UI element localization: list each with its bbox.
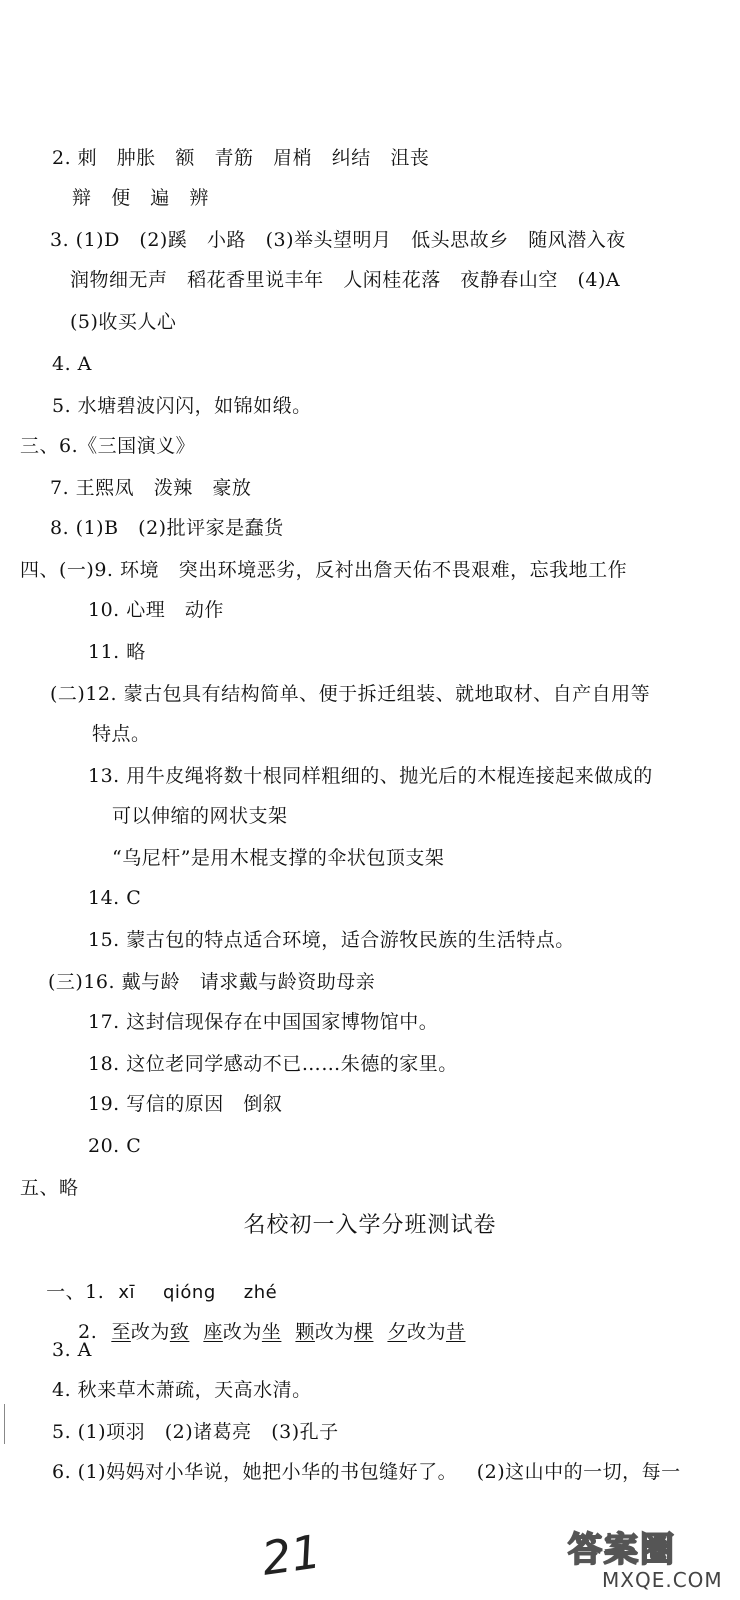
correction-word: 改为 [406,1321,446,1343]
pinyin-item: qióng [162,1282,216,1303]
answer-line: 8. (1)B (2)批评家是蠢货 [50,517,284,539]
section-title: 名校初一入学分班测试卷 [243,1213,497,1238]
answer-line: 四、(一)9. 环境 突出环境恶劣，反衬出詹天佑不畏艰难，忘我地工作 [20,559,628,581]
wrong-char: 至 [111,1321,131,1343]
answer-line: 7. 王熙凤 泼辣 豪放 [50,477,252,499]
question-prefix: 一、1. [46,1281,105,1303]
answer-line: 2. 刺 肿胀 额 青筋 眉梢 纠结 沮丧 [52,147,430,169]
answer-line: 5. 水塘碧波闪闪，如锦如缎。 [52,395,312,417]
answer-line: 17. 这封信现保存在中国国家博物馆中。 [88,1011,439,1033]
correction-word: 改为 [222,1321,262,1343]
wrong-char: 夕 [387,1321,407,1343]
right-char: 棵 [353,1321,374,1343]
right-char: 致 [169,1321,190,1343]
answer-line: 可以伸缩的网状支架 [112,805,288,827]
answer-line: 15. 蒙古包的特点适合环境，适合游牧民族的生活特点。 [88,929,575,951]
question-prefix: 2. [78,1321,98,1343]
answer-line: 3. (1)D (2)蹊 小路 (3)举头望明月 低头思故乡 随风潜入夜 [50,229,626,251]
answer-line: “乌尼杆”是用木棍支撑的伞状包顶支架 [112,847,445,869]
correction-answer-line [52,1296,466,1368]
right-char: 昔 [445,1321,466,1343]
answer-line: 19. 写信的原因 倒叙 [88,1093,283,1115]
answer-line: 11. 略 [88,641,146,663]
answer-line: 14. C [88,887,142,909]
watermark-url: MXQE.COM [602,1568,723,1592]
margin-mark [4,1404,5,1444]
answer-line: (三)16. 戴与龄 请求戴与龄资助母亲 [48,971,376,993]
answer-line: 润物细无声 稻花香里说丰年 人闲桂花落 夜静春山空 (4)A [70,269,621,291]
answer-line: 5. (1)项羽 (2)诸葛亮 (3)孔子 [52,1421,339,1443]
answer-line: (5)收买人心 [70,311,177,333]
answer-line: (二)12. 蒙古包具有结构简单、便于拆迁组装、就地取材、自产自用等 [50,683,651,705]
right-char: 坐 [261,1321,282,1343]
answer-line: 6. (1)妈妈对小华说，她把小华的书包缝好了。 (2)这山中的一切，每一 [52,1461,681,1483]
answer-line: 18. 这位老同学感动不已……朱德的家里。 [88,1053,458,1075]
watermark-title: 答案圈 [568,1530,676,1570]
correction-word: 改为 [130,1321,170,1343]
watermark-logo [568,1522,728,1594]
answer-line: 三、6.《三国演义》 [20,435,196,457]
handwritten-page-number: 21 [258,1524,325,1586]
correction-word: 改为 [314,1321,354,1343]
pinyin-item: xī [118,1282,135,1303]
answer-line: 辩 便 遍 辨 [72,187,209,209]
answer-line: 特点。 [92,723,151,745]
pinyin-item: zhé [243,1282,278,1303]
answer-line: 10. 心理 动作 [88,599,224,621]
answer-line: 4. A [52,353,92,375]
wrong-char: 座 [203,1321,223,1343]
answer-line: 20. C [88,1135,142,1157]
answer-line: 3. A [52,1339,92,1361]
answer-line: 五、略 [20,1177,79,1199]
wrong-char: 颗 [295,1321,315,1343]
answer-line: 13. 用牛皮绳将数十根同样粗细的、抛光后的木棍连接起来做成的 [88,765,653,787]
answer-line: 4. 秋来草木萧疏，天高水清。 [52,1379,312,1401]
